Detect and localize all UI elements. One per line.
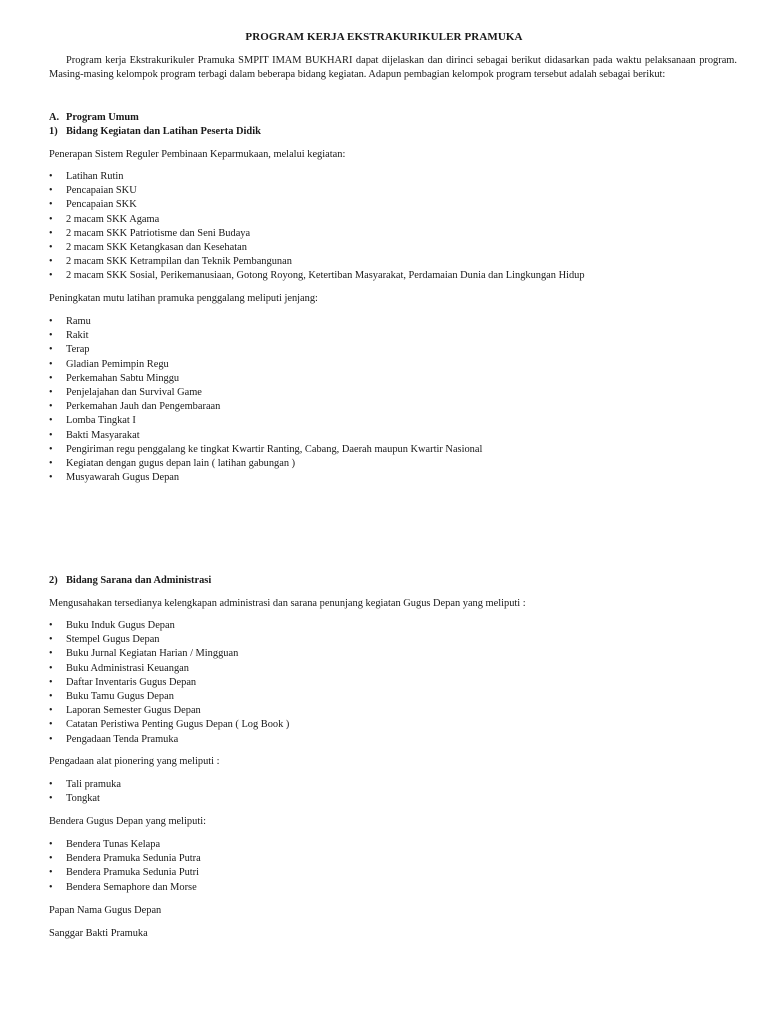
- section-a-marker: A.: [49, 112, 60, 123]
- list-item: • 2 macam SKK Sosial, Perikemanusiaan, Gotong Royong, Ketertiban Masyarakat, Perdamaian Dunia dan Lingkungan Hidup: [49, 269, 585, 283]
- bidang2-flag-list: [49, 838, 201, 895]
- bidang2-admin-list: [49, 619, 289, 747]
- bidang1-intro-text: Penerapan Sistem Reguler Pembinaan Keparmukaan, melalui kegiatan:: [49, 149, 346, 160]
- bidang1-marker: 1): [49, 126, 58, 137]
- list-item: • Catatan Peristiwa Penting Gugus Depan ( Log Book ): [49, 718, 289, 732]
- bidang2-marker: 2): [49, 575, 58, 586]
- list-item: • Rakit: [49, 329, 482, 343]
- list-item: • Buku Administrasi Keuangan: [49, 662, 289, 676]
- intro-paragraph: Program kerja Ekstrakurikuler Pramuka SMPIT IMAM BUKHARI dapat dijelaskan dan dirinci sebagai berikut didasarkan pada waktu pelaksanaan program. Masing-masing kelompok program terbagi dalam beberapa bidang kegiatan. Adapun pembagian kelompok program tersebut adalah sebagai berikut:: [49, 55, 737, 80]
- bidang2-pionering-text: Pengadaan alat pionering yang meliputi :: [49, 756, 220, 767]
- list-item: • Buku Induk Gugus Depan: [49, 619, 289, 633]
- list-item: • Pencapaian SKK: [49, 198, 585, 212]
- list-item: • 2 macam SKK Ketangkasan dan Kesehatan: [49, 241, 585, 255]
- list-item: • Musyawarah Gugus Depan: [49, 471, 482, 485]
- list-item: • Ramu: [49, 315, 482, 329]
- bidang2-heading: Bidang Sarana dan Administrasi: [66, 575, 212, 586]
- list-item: • Laporan Semester Gugus Depan: [49, 704, 289, 718]
- bidang2-intro-text: Mengusahakan tersedianya kelengkapan administrasi dan sarana penunjang kegiatan Gugus Depan yang meliputi :: [49, 598, 526, 609]
- bidang1-level-list: [49, 315, 482, 485]
- document-title: PROGRAM KERJA EKSTRAKURIKULER PRAMUKA: [245, 31, 523, 43]
- bidang2-sanggar-text: Sanggar Bakti Pramuka: [49, 928, 148, 939]
- bidang2-flag-text: Bendera Gugus Depan yang meliputi:: [49, 816, 206, 827]
- list-item: • 2 macam SKK Agama: [49, 213, 585, 227]
- list-item: • Buku Jurnal Kegiatan Harian / Mingguan: [49, 647, 289, 661]
- section-a-heading: Program Umum: [66, 112, 139, 123]
- list-item: • Tongkat: [49, 792, 121, 806]
- bidang2-nameboard-text: Papan Nama Gugus Depan: [49, 905, 162, 916]
- bidang1-level-text: Peningkatan mutu latihan pramuka penggalang meliputi jenjang:: [49, 293, 318, 304]
- list-item: • Bendera Tunas Kelapa: [49, 838, 201, 852]
- list-item: • Bendera Pramuka Sedunia Putra: [49, 852, 201, 866]
- list-item: • 2 macam SKK Patriotisme dan Seni Budaya: [49, 227, 585, 241]
- list-item: • Terap: [49, 343, 482, 357]
- list-item: • Pengadaan Tenda Pramuka: [49, 733, 289, 747]
- list-item: • Daftar Inventaris Gugus Depan: [49, 676, 289, 690]
- list-item: • Buku Tamu Gugus Depan: [49, 690, 289, 704]
- list-item: • Bendera Semaphore dan Morse: [49, 881, 201, 895]
- list-item: • Gladian Pemimpin Regu: [49, 358, 482, 372]
- list-item: • Tali pramuka: [49, 778, 121, 792]
- bidang2-pionering-list: [49, 778, 121, 806]
- list-item: • Penjelajahan dan Survival Game: [49, 386, 482, 400]
- list-item: • 2 macam SKK Ketrampilan dan Teknik Pembangunan: [49, 255, 585, 269]
- bidang1-heading: Bidang Kegiatan dan Latihan Peserta Didik: [66, 126, 261, 137]
- list-item: • Pengiriman regu penggalang ke tingkat Kwartir Ranting, Cabang, Daerah maupun Kwartir Nasional: [49, 443, 482, 457]
- list-item: • Latihan Rutin: [49, 170, 585, 184]
- list-item: • Perkemahan Sabtu Minggu: [49, 372, 482, 386]
- list-item: • Pencapaian SKU: [49, 184, 585, 198]
- list-item: • Bendera Pramuka Sedunia Putri: [49, 866, 201, 880]
- list-item: • Kegiatan dengan gugus depan lain ( latihan gabungan ): [49, 457, 482, 471]
- bidang1-activity-list: [49, 170, 585, 284]
- list-item: • Lomba Tingkat I: [49, 414, 482, 428]
- list-item: • Bakti Masyarakat: [49, 429, 482, 443]
- list-item: • Stempel Gugus Depan: [49, 633, 289, 647]
- list-item: • Perkemahan Jauh dan Pengembaraan: [49, 400, 482, 414]
